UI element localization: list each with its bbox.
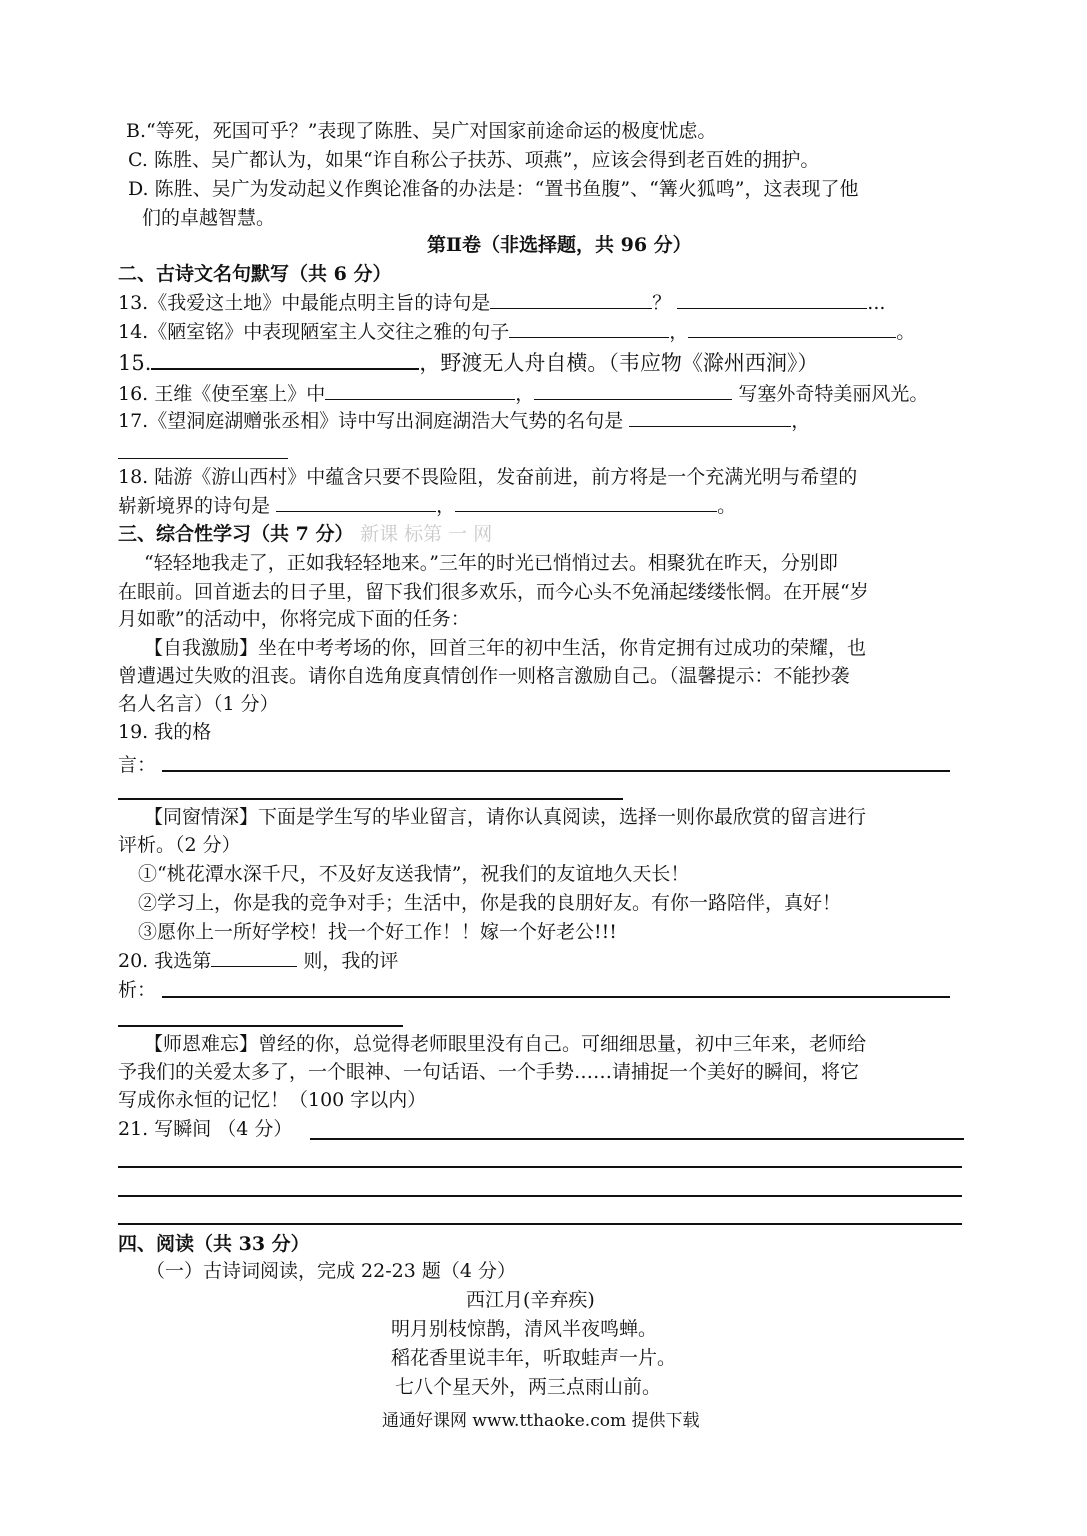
question-20: [118, 948, 398, 974]
question-19-label-end: 言：: [118, 754, 157, 776]
answer-blank[interactable]: [490, 290, 652, 309]
answer-line[interactable]: [118, 1166, 962, 1168]
question-18-punct-end: 。: [717, 495, 737, 517]
choice-d-line2: 们的卓越智慧。: [142, 207, 276, 229]
answer-blank[interactable]: [118, 458, 288, 459]
question-17-punct: ，: [791, 410, 811, 432]
section2-title: 二、古诗文名句默写（共 6 分）: [118, 263, 392, 285]
question-15: [118, 350, 818, 376]
question-20-text-end: 则，我的评: [303, 950, 399, 972]
question-18-line2: [118, 493, 736, 519]
question-14-text: 14.《陋室铭》中表现陋室主人交往之雅的句子: [118, 321, 510, 343]
intro-line: 月如歌”的活动中，你将完成下面的任务：: [118, 608, 470, 630]
task1-line: 名人名言）（1 分）: [118, 693, 279, 715]
section3-heading: [118, 521, 492, 547]
message-item: ①“桃花潭水深千尺，不及好友送我情”，祝我们的友谊地久天长！: [138, 863, 690, 885]
answer-line[interactable]: [162, 770, 950, 772]
question-16-text-end: 写塞外奇特美丽风光。: [738, 383, 929, 405]
question-17: [118, 408, 810, 434]
answer-line[interactable]: [118, 798, 623, 800]
answer-blank[interactable]: [688, 319, 896, 338]
choice-d-line1: D. 陈胜、吴广为发动起义作舆论准备的办法是：“置书鱼腹”、“篝火狐鸣”，这表现了他: [128, 178, 859, 200]
question-13-text: 13.《我爱这土地》中最能点明主旨的诗句是: [118, 292, 491, 314]
intro-line: 在眼前。回首逝去的日子里，留下我们很多欢乐，而今心头不免涌起缕缕怅惘。在开展“岁: [118, 581, 869, 603]
question-18-punct: ，: [436, 495, 456, 517]
poem-line: 七八个星天外，两三点雨山前。: [395, 1376, 662, 1398]
answer-blank[interactable]: [534, 381, 732, 400]
answer-blank[interactable]: [455, 493, 717, 512]
task3-line: 【师恩难忘】曾经的你，总觉得老师眼里没有自己。可细细思量，初中三年来，老师给: [144, 1033, 867, 1055]
section4-title: 四、阅读（共 33 分）: [118, 1233, 310, 1255]
poem-line: 稻花香里说丰年，听取蛙声一片。: [391, 1347, 677, 1369]
question-20-text: 20. 我选第: [118, 950, 212, 972]
answer-line[interactable]: [118, 1223, 962, 1225]
question-18-line1: 18. 陆游《游山西村》中蕴含只要不畏险阻，发奋前进，前方将是一个充满光明与希望的: [118, 466, 858, 488]
question-14-punct-end: 。: [896, 321, 916, 343]
question-18-text: 崭新境界的诗句是: [118, 495, 271, 517]
task2-line: 评析。（2 分）: [118, 834, 241, 856]
task3-line: 写成你永恒的记忆！（100 字以内）: [118, 1089, 427, 1111]
answer-line[interactable]: [118, 1195, 962, 1197]
answer-blank[interactable]: [276, 493, 436, 512]
message-item: ②学习上，你是我的竞争对手；生活中，你是我的良朋好友。有你一路陪伴，真好！: [138, 892, 842, 914]
page-footer: 通通好课网 www.tthaoke.com 提供下载: [382, 1411, 700, 1431]
choice-b: B.“等死，死国可乎？”表现了陈胜、吴广对国家前途命运的极度忧虑。: [126, 120, 717, 142]
watermark: 新课 标第 一 网: [360, 523, 493, 545]
answer-blank[interactable]: [677, 290, 867, 309]
task3-line: 予我们的关爱太多了，一个眼神、一句话语、一个手势……请捕捉一个美好的瞬间，将它: [118, 1061, 860, 1083]
section4-subtitle: （一）古诗词阅读，完成 22-23 题（4 分）: [146, 1260, 516, 1282]
answer-blank[interactable]: [151, 350, 419, 370]
section3-title: 三、综合性学习（共 7 分）: [118, 523, 354, 545]
poem-line: 明月别枝惊鹊，清风半夜鸣蝉。: [391, 1318, 658, 1340]
choice-c: C. 陈胜、吴广都认为，如果“诈自称公子扶苏、项燕”，应该会得到老百姓的拥护。: [128, 149, 820, 171]
question-21-label: 21. 写瞬间 （4 分）: [118, 1118, 293, 1140]
task2-line: 【同窗情深】下面是学生写的毕业留言，请你认真阅读，选择一则你最欣赏的留言进行: [144, 806, 867, 828]
question-16: [118, 381, 928, 407]
answer-line[interactable]: [310, 1138, 964, 1140]
question-13-punct: ？: [652, 292, 672, 314]
question-15-text: ，野渡无人舟自横。（韦应物《滁州西涧》）: [419, 351, 819, 375]
question-14: [118, 319, 915, 345]
question-13: [118, 290, 885, 316]
question-14-punct: ，: [669, 321, 689, 343]
task1-line: 曾遭遇过失败的沮丧。请你自选角度真情创作一则格言激励自己。（温馨提示：不能抄袭: [118, 665, 850, 687]
answer-blank[interactable]: [629, 408, 791, 427]
answer-line[interactable]: [118, 1025, 403, 1027]
poem-title: 西江月(辛弃疾): [466, 1289, 595, 1311]
question-16-text: 16. 王维《使至塞上》中: [118, 383, 326, 405]
answer-blank[interactable]: [325, 381, 515, 400]
answer-line[interactable]: [162, 996, 950, 998]
question-19-label: 19. 我的格: [118, 721, 212, 743]
part2-title: 第Ⅱ卷（非选择题，共 96 分）: [427, 234, 692, 256]
answer-blank[interactable]: [509, 319, 669, 338]
question-20-label-end: 析：: [118, 979, 157, 1001]
message-item: ③愿你上一所好学校！找一个好工作！！嫁一个好老公!!!: [138, 921, 617, 943]
question-17-text: 17.《望洞庭湖赠张丞相》诗中写出洞庭湖浩大气势的名句是: [118, 410, 624, 432]
question-16-punct: ，: [515, 383, 535, 405]
answer-blank[interactable]: [211, 948, 297, 967]
question-15-number: 15.: [118, 351, 152, 375]
question-13-punct-end: ...: [867, 292, 886, 314]
intro-line: “轻轻地我走了，正如我轻轻地来。”三年的时光已悄悄过去。相聚犹在昨天，分别即: [144, 552, 838, 574]
task1-line: 【自我激励】坐在中考考场的你，回首三年的初中生活，你肯定拥有过成功的荣耀，也: [144, 637, 867, 659]
